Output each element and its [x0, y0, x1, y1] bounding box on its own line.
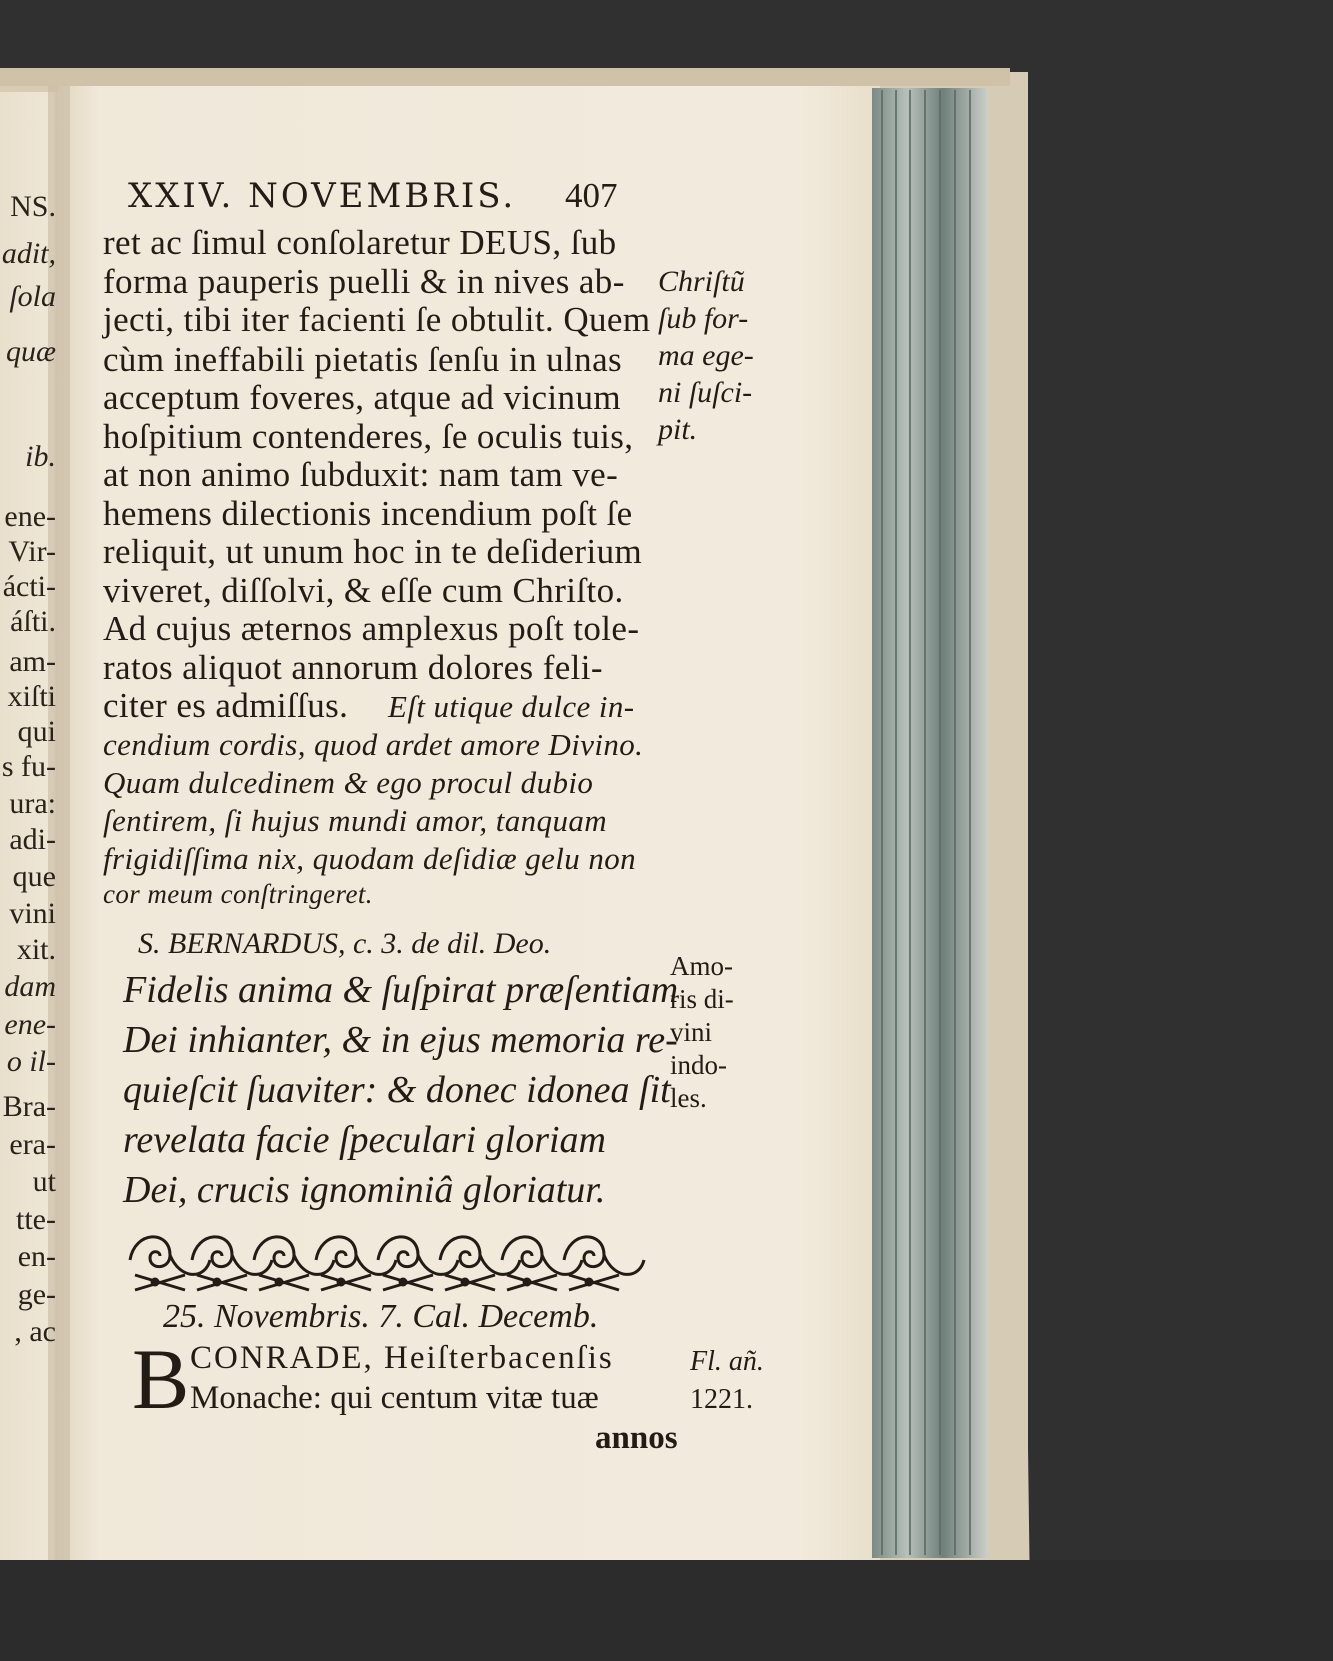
quote-line: Dei, crucis ignominiâ gloriatur. [123, 1169, 606, 1211]
left-page-fragment: en- [17, 1240, 56, 1273]
italic-line: ſentirem, ſi hujus mundi amor, tanquam [103, 803, 608, 838]
body-line: ratos aliquot annorum dolores feli- [103, 648, 603, 687]
quote-line: quieſcit ſuaviter: & donec idonea ſit [123, 1069, 671, 1111]
body-line: viveret, diſſolvi, & eſſe cum Chriſto. [103, 571, 624, 610]
left-page-fragment: ácti- [2, 570, 56, 603]
margin-note-christ: Chriſtũ ſub for- ma ege- ni ſuſci- pit. [658, 265, 754, 446]
left-page-fragment: áſti. [10, 605, 56, 638]
body-line: hoſpitium contenderes, ſe oculis tuis, [103, 417, 634, 456]
left-page-fragment: que [12, 860, 56, 893]
entry-line: annos [595, 1420, 678, 1456]
left-page-fragment: ſola [9, 280, 56, 313]
body-line: ret ac ſimul conſolaretur DEUS, ſub [103, 223, 617, 262]
italic-line: cendium cordis, quod ardet amore Divino. [103, 727, 644, 762]
margin-note-floruit: Fl. añ. 1221. [690, 1346, 764, 1415]
drop-cap: B [132, 1331, 190, 1427]
italic-line: frigidiſſima nix, quodam deſidiæ gelu non [103, 841, 637, 876]
left-page-fragment: ene- [4, 500, 56, 533]
quote-line: Dei inhianter, & in ejus memoria re- [123, 1019, 678, 1061]
body-line: citer es admiſſus. [103, 686, 349, 725]
left-page-fragment: tte- [16, 1203, 56, 1236]
body-line: forma pauperis puelli & in nives ab- [103, 262, 625, 301]
left-page-fragment: , ac [14, 1315, 56, 1348]
left-page-fragment: quæ [5, 335, 56, 368]
page-number: 407 [565, 176, 618, 215]
left-page-fragment: ge- [17, 1278, 56, 1311]
left-page-fragment: vini [9, 897, 56, 930]
body-line: reliquit, ut unum hoc in te deſiderium [103, 532, 643, 571]
left-page-fragment: era- [9, 1128, 56, 1161]
left-page-fragment: ura: [9, 787, 56, 820]
left-page-fragment: ib. [25, 440, 56, 473]
entry-line: CONRADE, Heiſterbacenſis [190, 1340, 614, 1376]
left-page-fragment: ut [32, 1165, 56, 1198]
left-page-fragment: Bra- [2, 1090, 56, 1123]
left-page-fragment: NS. [10, 190, 56, 223]
entry-line: Monache: qui centum vitæ tuæ [190, 1380, 599, 1416]
body-line: hemens dilectionis incendium poſt ſe [103, 494, 633, 533]
left-page-fragment: adit, [1, 237, 56, 270]
quote-line: revelata facie ſpeculari gloriam [123, 1119, 606, 1161]
left-page-fragment: am- [9, 645, 56, 678]
quote-source: S. BERNARDUS, c. 3. de dil. Deo. [138, 927, 552, 960]
left-page-fragment: xiſti [7, 680, 56, 713]
left-page-fragment: ene- [4, 1008, 56, 1041]
left-page-fragment: s fu- [1, 750, 56, 783]
ornamental-border [125, 1220, 680, 1295]
body-line: Ad cujus æternos amplexus poſt tole- [103, 609, 640, 648]
date-heading: 25. Novembris. 7. Cal. Decemb. [163, 1298, 599, 1335]
body-line: jecti, tibi iter facienti ſe obtulit. Quem [103, 300, 651, 339]
left-page-fragment: Vir- [8, 535, 56, 568]
margin-note-amoris: Amo- ris di- vini indo- les. [670, 951, 734, 1113]
body-line: at non animo ſubduxit: nam tam ve- [103, 455, 619, 494]
body-line: acceptum foveres, atque ad vicinum [103, 378, 621, 417]
italic-line: cor meum conſtringeret. [103, 879, 373, 909]
left-page-fragment: dam [4, 970, 56, 1003]
left-page-fragment: o il- [6, 1045, 56, 1078]
left-page-fragment: adi- [9, 823, 56, 856]
running-header: XXIV. NOVEMBRIS. [128, 176, 517, 216]
left-page-fragment: qui [17, 715, 56, 748]
body-line: cùm ineffabili pietatis ſenſu in ulnas [103, 340, 623, 379]
italic-line: Eſt utique dulce in- [388, 689, 635, 724]
left-page-fragment: xit. [16, 933, 56, 966]
italic-line: Quam dulcedinem & ego procul dubio [103, 765, 594, 800]
quote-line: Fidelis anima & ſuſpirat præſentiam [123, 969, 679, 1011]
